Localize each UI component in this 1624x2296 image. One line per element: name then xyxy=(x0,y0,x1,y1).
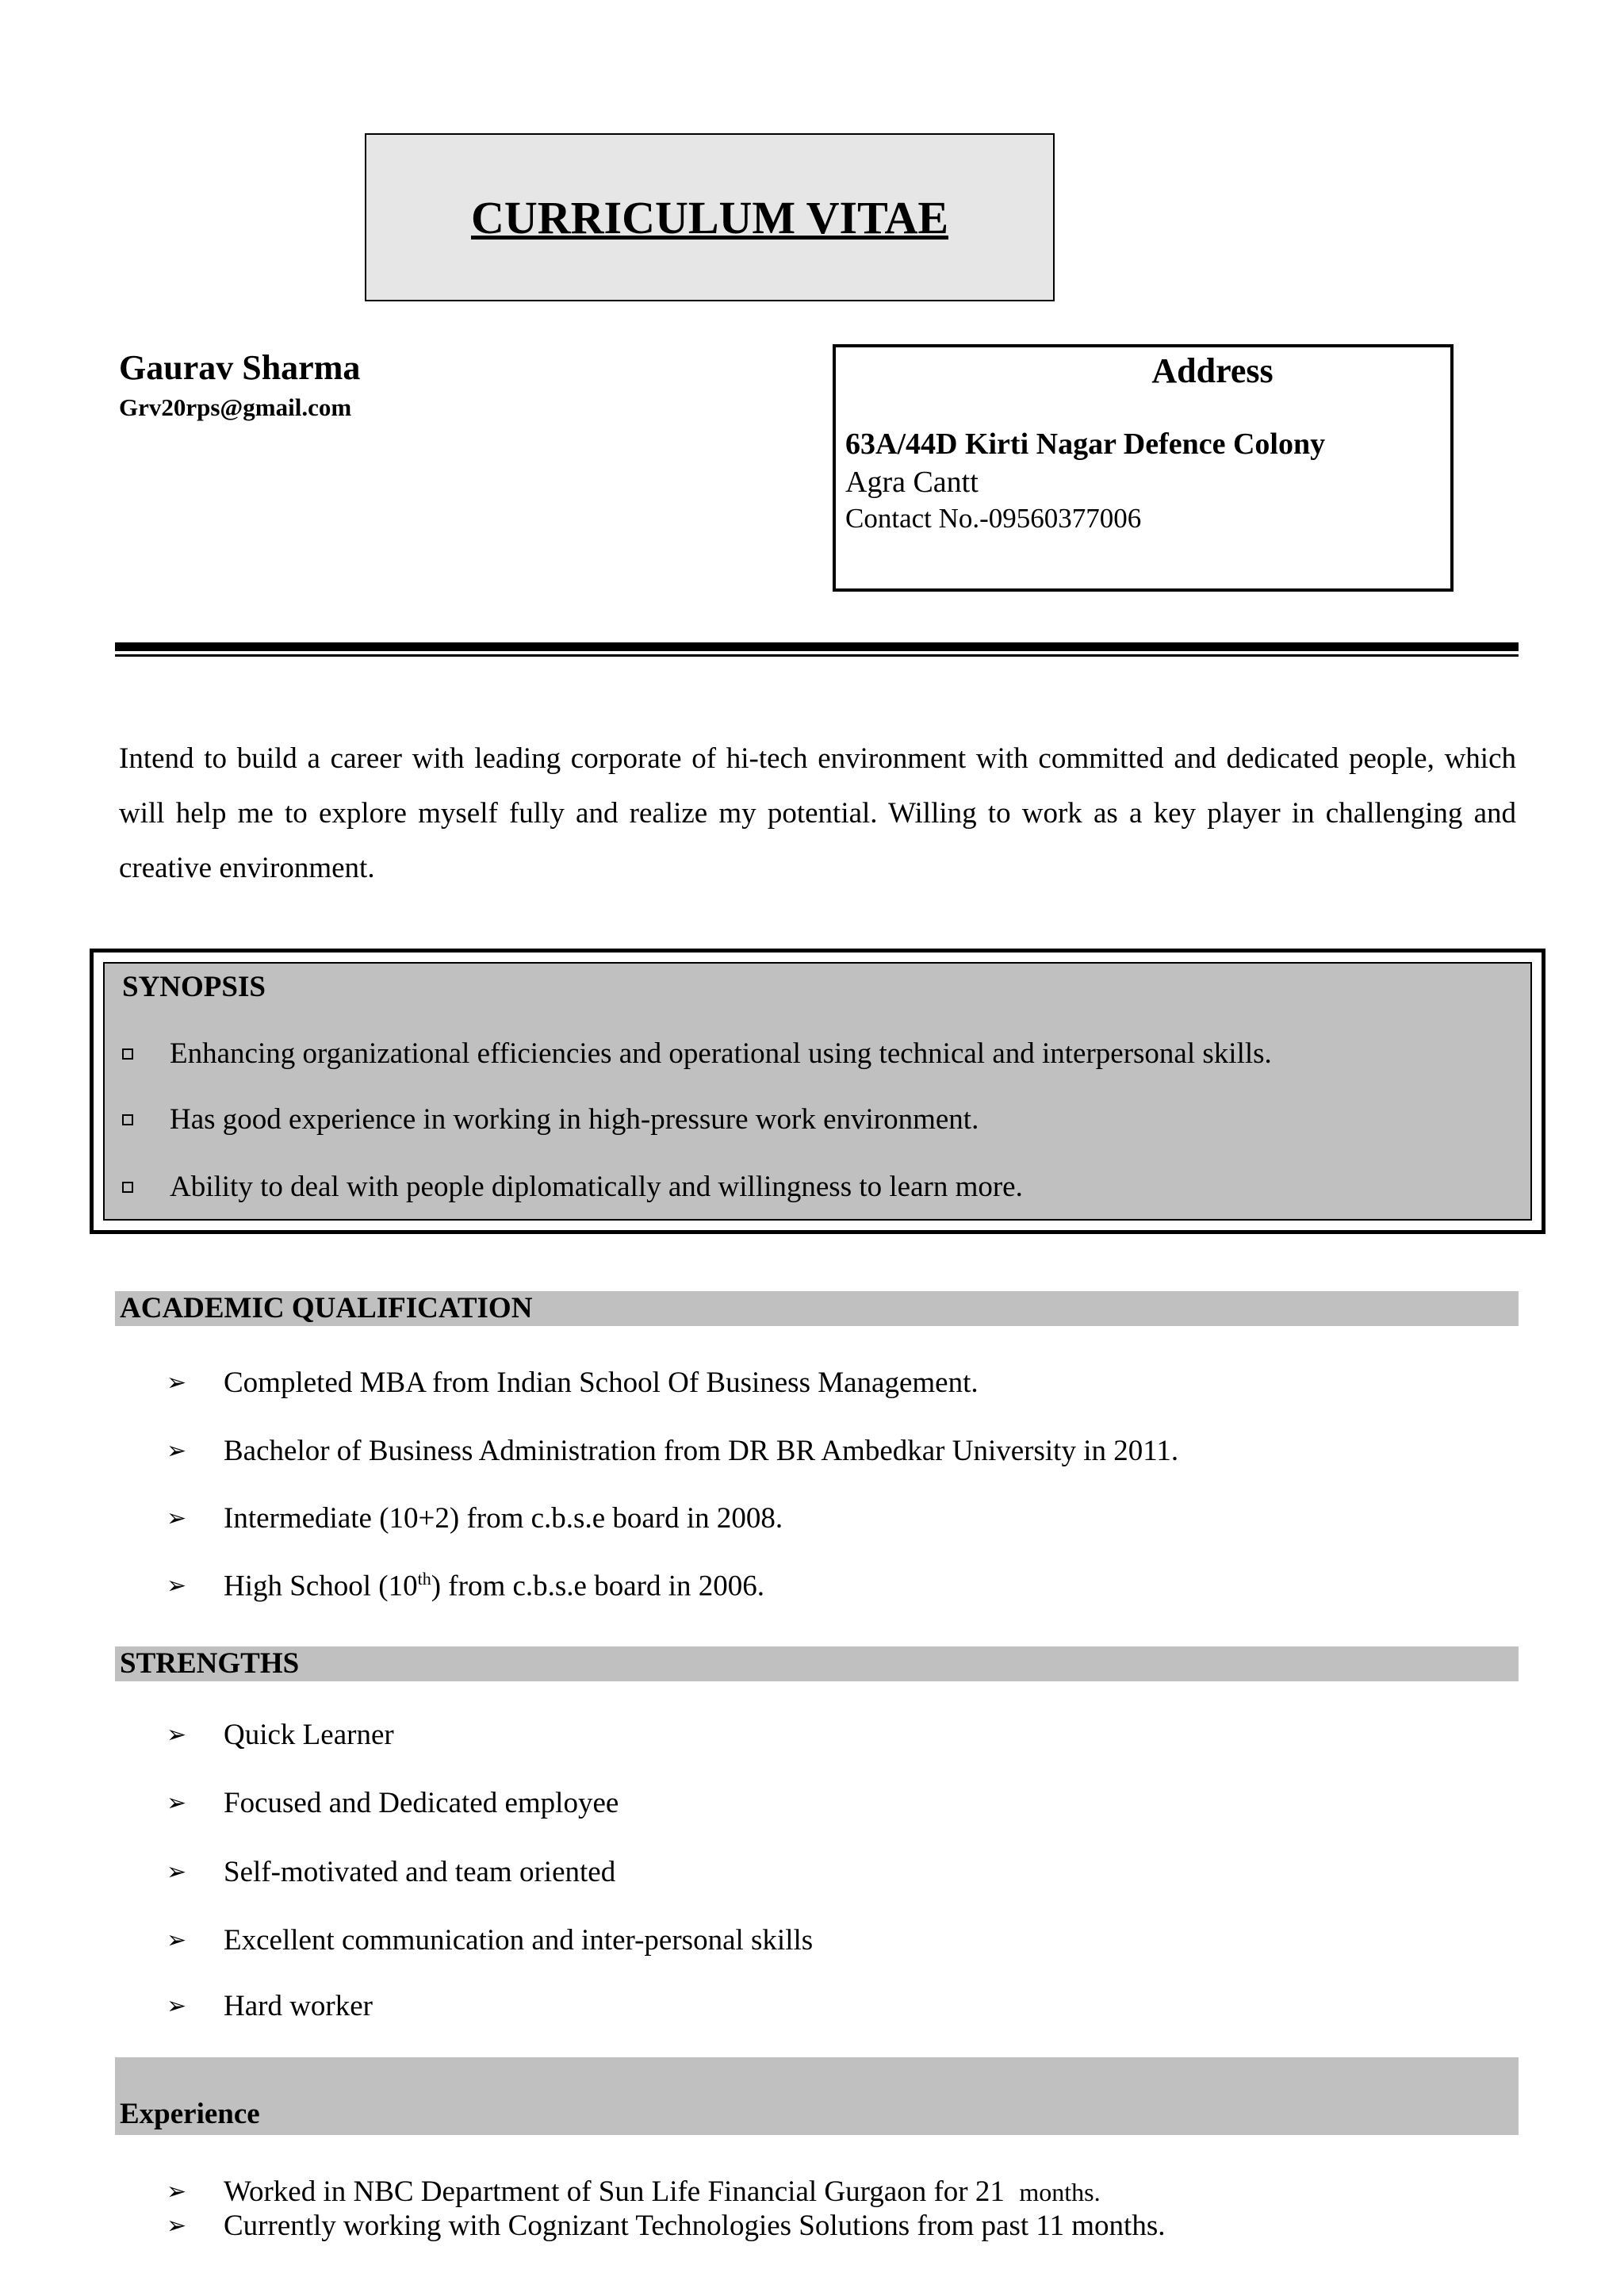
experience-item xyxy=(167,2209,1166,2243)
square-bullet-icon xyxy=(122,1114,133,1125)
address-box xyxy=(833,344,1454,592)
contact-number: Contact No.-09560377006 xyxy=(845,503,1142,534)
synopsis-item xyxy=(122,1170,1023,1204)
address-heading: Address xyxy=(1151,351,1274,390)
strength-item xyxy=(167,1855,615,1889)
arrow-bullet-icon: ➢ xyxy=(167,1790,187,1816)
arrow-bullet-icon: ➢ xyxy=(167,2213,187,2239)
academic-item-text: Bachelor of Business Administration from DR BR Ambedkar University in 2011. xyxy=(224,1435,1179,1467)
synopsis-item-text: Ability to deal with people diplomatically and willingness to learn more. xyxy=(170,1171,1023,1203)
square-bullet-icon xyxy=(122,1048,133,1060)
strength-item-text: Focused and Dedicated employee xyxy=(224,1787,619,1819)
strength-item xyxy=(167,1923,813,1957)
synopsis-item xyxy=(122,1037,1272,1071)
divider-thin xyxy=(115,654,1519,657)
synopsis-item xyxy=(122,1102,979,1137)
synopsis-panel xyxy=(103,962,1532,1221)
strength-item xyxy=(167,1989,373,2023)
academic-item xyxy=(167,1569,764,1603)
address-line-2: Agra Cantt xyxy=(845,466,979,499)
synopsis-heading: SYNOPSIS xyxy=(122,971,266,1003)
academic-item xyxy=(167,1434,1178,1468)
arrow-bullet-icon: ➢ xyxy=(167,1859,187,1885)
arrow-bullet-icon: ➢ xyxy=(167,1505,187,1531)
academic-section-bar xyxy=(115,1291,1519,1326)
experience-heading: Experience xyxy=(120,2098,260,2130)
synopsis-item-text: Enhancing organizational efficiencies and operational using technical and interpersonal skills. xyxy=(170,1037,1272,1070)
arrow-bullet-icon: ➢ xyxy=(167,2179,187,2205)
strength-item xyxy=(167,1786,619,1820)
page-title: CURRICULUM VITAE xyxy=(470,191,949,243)
arrow-bullet-icon: ➢ xyxy=(167,1993,187,2019)
synopsis-item-text: Has good experience in working in high-pressure work environment. xyxy=(170,1103,979,1136)
experience-section-bar xyxy=(115,2057,1519,2135)
experience-item-text: Worked in NBC Department of Sun Life Financial Gurgaon for 21 months. xyxy=(224,2175,1101,2208)
arrow-bullet-icon: ➢ xyxy=(167,1573,187,1600)
divider-thick xyxy=(115,642,1519,651)
experience-item-text: Currently working with Cognizant Technologies Solutions from past 11 months. xyxy=(224,2210,1166,2242)
academic-heading: ACADEMIC QUALIFICATION xyxy=(120,1292,533,1324)
candidate-email: Grv20rps@gmail.com xyxy=(119,393,352,421)
academic-item-text: Intermediate (10+2) from c.b.s.e board in 2008. xyxy=(224,1502,783,1535)
strength-item-text: Hard worker xyxy=(224,1990,373,2022)
strengths-heading: STRENGTHS xyxy=(120,1647,300,1680)
title-box xyxy=(365,133,1055,301)
academic-item-text: High School (10th) from c.b.s.e board in 2006. xyxy=(224,1569,764,1603)
square-bullet-icon xyxy=(122,1182,133,1193)
arrow-bullet-icon: ➢ xyxy=(167,1370,187,1396)
synopsis-box xyxy=(90,949,1545,1234)
strength-item xyxy=(167,1718,394,1752)
strengths-section-bar xyxy=(115,1646,1519,1681)
academic-item-text: Completed MBA from Indian School Of Business Management. xyxy=(224,1366,979,1399)
academic-item xyxy=(167,1501,783,1535)
academic-item xyxy=(167,1366,979,1400)
strength-item-text: Excellent communication and inter-personal skills xyxy=(224,1924,814,1957)
strength-item-text: Quick Learner xyxy=(224,1719,394,1751)
arrow-bullet-icon: ➢ xyxy=(167,1438,187,1464)
address-line-1: 63A/44D Kirti Nagar Defence Colony xyxy=(845,427,1326,461)
career-objective: Intend to build a career with leading corporate of hi-tech environment with committed and dedicated people, which will help me to explore myself fully and realize my potential. Willing to work as a key player in challenging and creative environment. xyxy=(119,742,1516,884)
candidate-name: Gaurav Sharma xyxy=(119,348,361,387)
arrow-bullet-icon: ➢ xyxy=(167,1722,187,1748)
strength-item-text: Self-motivated and team oriented xyxy=(224,1856,616,1888)
arrow-bullet-icon: ➢ xyxy=(167,1927,187,1953)
experience-item xyxy=(167,2175,1101,2209)
